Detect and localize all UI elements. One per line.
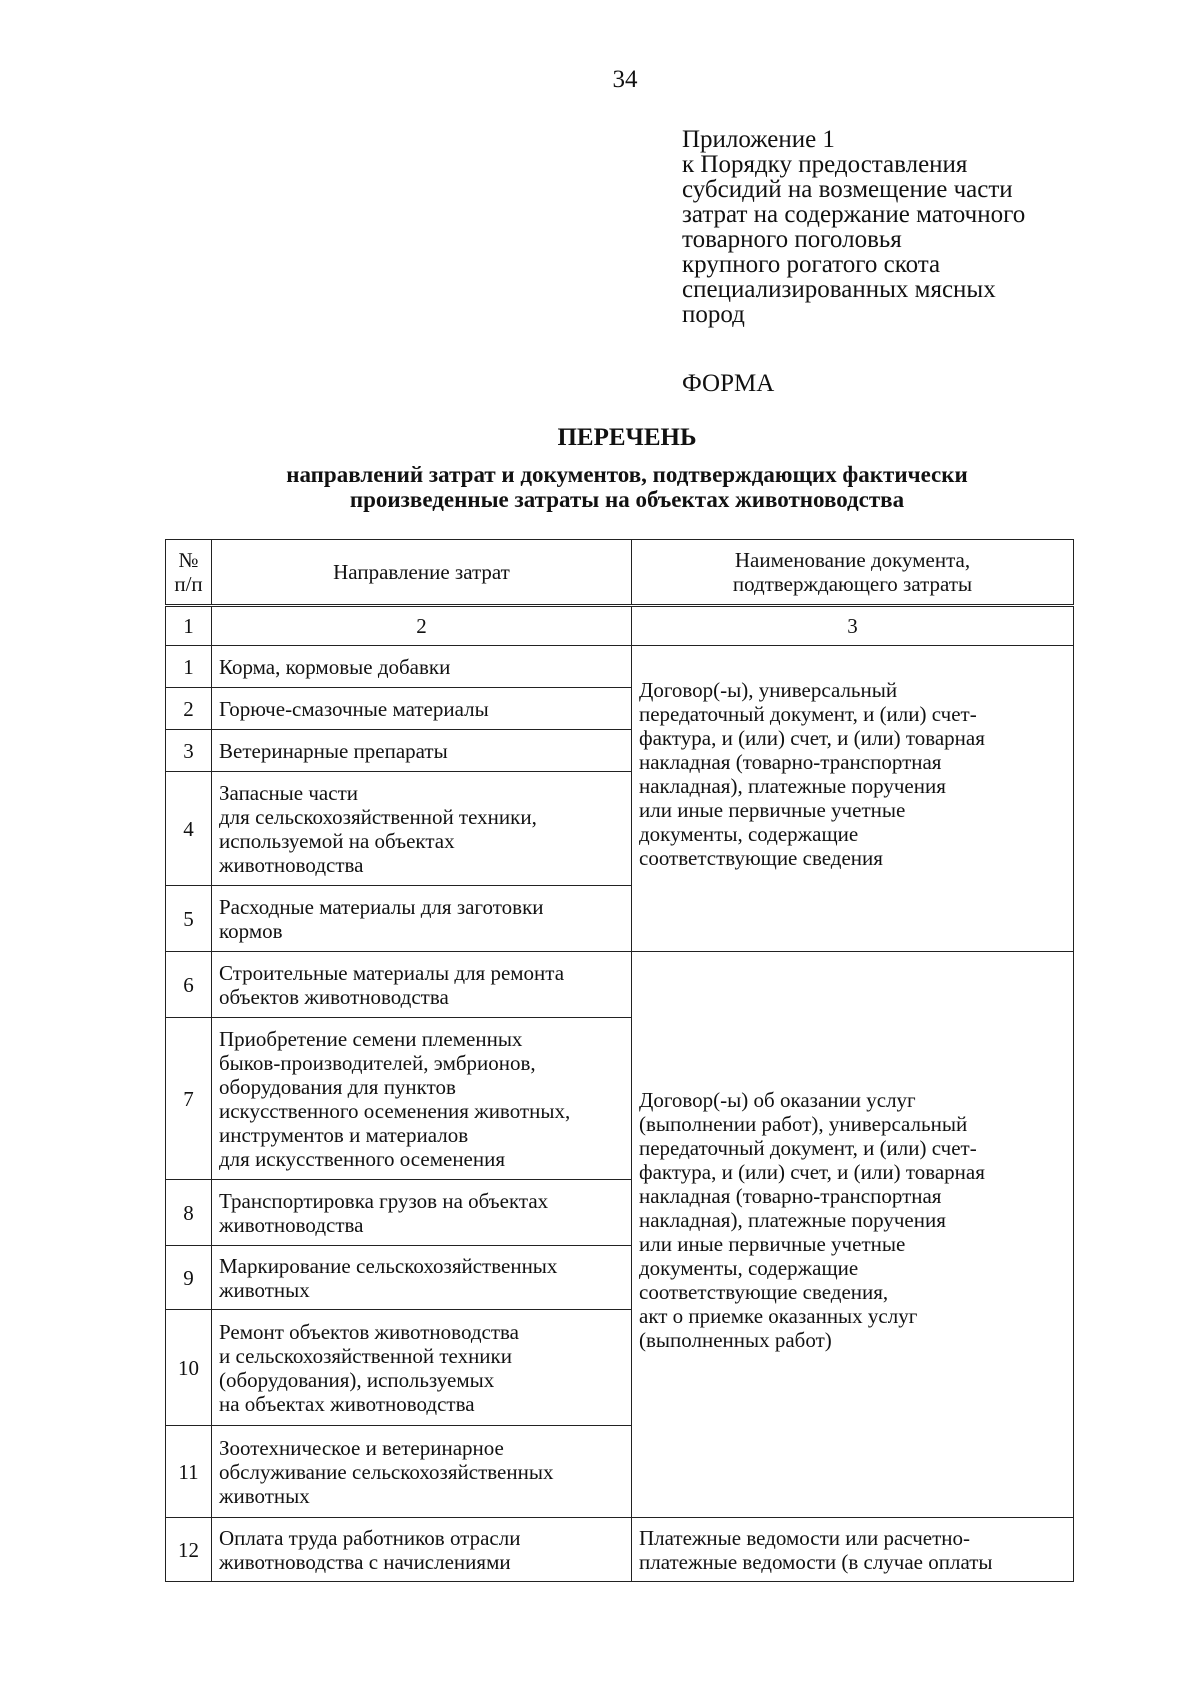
direction-line: Приобретение семени племенных bbox=[219, 1026, 523, 1051]
direction-line: (оборудования), используемых bbox=[219, 1367, 495, 1392]
direction-line: Транспортировка грузов на объектах bbox=[219, 1188, 549, 1213]
document-line: документы, содержащие bbox=[639, 821, 859, 846]
row-direction bbox=[212, 646, 632, 688]
row-direction bbox=[212, 952, 632, 1018]
column-number: 1 bbox=[166, 606, 212, 646]
row-number: 5 bbox=[166, 886, 212, 952]
row-direction bbox=[212, 688, 632, 730]
header-document-line: Наименование документа, bbox=[734, 548, 971, 572]
direction-line: Зоотехническое и ветеринарное bbox=[219, 1435, 504, 1460]
direction-line: искусственного осеменения животных, bbox=[219, 1098, 571, 1123]
document-line: Договор(-ы) об оказании услуг bbox=[639, 1087, 916, 1112]
document-line: Договор(-ы), универсальный bbox=[639, 677, 898, 702]
row-number: 9 bbox=[166, 1246, 212, 1310]
header-num-line: № bbox=[178, 548, 199, 572]
row-number: 2 bbox=[166, 688, 212, 730]
direction-line: Горюче-смазочные материалы bbox=[219, 696, 489, 721]
document-group-3 bbox=[632, 1518, 1074, 1582]
appendix-line: крупного рогатого скота bbox=[682, 251, 941, 278]
direction-line: на объектах животноводства bbox=[219, 1391, 475, 1416]
header-num-line: п/п bbox=[174, 572, 203, 596]
direction-line: обслуживание сельскохозяйственных bbox=[219, 1459, 554, 1484]
direction-line: Запасные части bbox=[219, 780, 358, 805]
direction-line: Ремонт объектов животноводства bbox=[219, 1319, 519, 1344]
document-line: (выполнении работ), универсальный bbox=[639, 1111, 968, 1136]
table-row bbox=[166, 952, 1074, 1018]
appendix-line: субсидий на возмещение части bbox=[682, 176, 1013, 203]
document-subtitle bbox=[0, 462, 1200, 512]
column-number: 2 bbox=[212, 606, 632, 646]
direction-line: Маркирование сельскохозяйственных bbox=[219, 1253, 558, 1278]
direction-line: Расходные материалы для заготовки bbox=[219, 894, 544, 919]
table-row bbox=[166, 1518, 1074, 1582]
row-number: 3 bbox=[166, 730, 212, 772]
row-direction bbox=[212, 1246, 632, 1310]
document-line: передаточный документ, и (или) счет- bbox=[639, 701, 977, 726]
document-line: или иные первичные учетные bbox=[639, 1231, 906, 1256]
direction-line: Корма, кормовые добавки bbox=[219, 654, 451, 679]
direction-line: Строительные материалы для ремонта bbox=[219, 960, 565, 985]
row-number: 6 bbox=[166, 952, 212, 1018]
document-line: (выполненных работ) bbox=[639, 1327, 832, 1352]
row-number: 7 bbox=[166, 1018, 212, 1180]
row-direction bbox=[212, 886, 632, 952]
direction-line: используемой на объектах bbox=[219, 828, 455, 853]
direction-line: оборудования для пунктов bbox=[219, 1074, 456, 1099]
appendix-line: к Порядку предоставления bbox=[682, 151, 968, 178]
direction-line: животных bbox=[219, 1277, 310, 1302]
document-title: ПЕРЕЧЕНЬ bbox=[557, 424, 697, 451]
direction-line: животноводства bbox=[219, 852, 364, 877]
document-line: Платежные ведомости или расчетно- bbox=[639, 1525, 970, 1550]
header-num bbox=[166, 540, 212, 606]
appendix-line: товарного поголовья bbox=[682, 226, 902, 253]
document-group-1 bbox=[632, 646, 1074, 952]
row-direction bbox=[212, 1180, 632, 1246]
document-line: фактура, и (или) счет, и (или) товарная bbox=[639, 1159, 985, 1184]
direction-line: Ветеринарные препараты bbox=[219, 738, 448, 763]
direction-line: Оплата труда работников отрасли bbox=[219, 1525, 521, 1550]
document-line: фактура, и (или) счет, и (или) товарная bbox=[639, 725, 985, 750]
header-direction: Направление затрат bbox=[212, 540, 632, 606]
header-document bbox=[632, 540, 1074, 606]
direction-line: объектов животноводства bbox=[219, 984, 449, 1009]
direction-line: инструментов и материалов bbox=[219, 1122, 469, 1147]
column-number: 3 bbox=[632, 606, 1074, 646]
subtitle-line: произведенные затраты на объектах животноводства bbox=[349, 487, 905, 512]
row-direction bbox=[212, 1518, 632, 1582]
direction-line: животноводства с начислениями bbox=[219, 1549, 511, 1574]
document-line: накладная (товарно-транспортная bbox=[639, 749, 942, 774]
direction-line: для искусственного осеменения bbox=[219, 1146, 506, 1171]
document-line: накладная), платежные поручения bbox=[639, 1207, 946, 1232]
appendix-line: пород bbox=[682, 301, 745, 328]
document-line: или иные первичные учетные bbox=[639, 797, 906, 822]
row-direction bbox=[212, 1310, 632, 1426]
row-number: 4 bbox=[166, 772, 212, 886]
document-line: акт о приемке оказанных услуг bbox=[639, 1303, 918, 1328]
document-line: накладная), платежные поручения bbox=[639, 773, 946, 798]
direction-line: для сельскохозяйственной техники, bbox=[219, 804, 537, 829]
direction-line: и сельскохозяйственной техники bbox=[219, 1343, 512, 1368]
column-number-row bbox=[166, 606, 1074, 646]
row-direction bbox=[212, 1426, 632, 1518]
header-document-line: подтверждающего затраты bbox=[732, 572, 973, 596]
row-direction bbox=[212, 772, 632, 886]
direction-line: кормов bbox=[219, 918, 283, 943]
appendix-line: Приложение 1 bbox=[682, 126, 835, 153]
table-header-row bbox=[166, 540, 1074, 606]
appendix-block bbox=[682, 127, 1102, 327]
document-line: соответствующие сведения bbox=[639, 845, 883, 870]
document-line: документы, содержащие bbox=[639, 1255, 859, 1280]
row-number: 8 bbox=[166, 1180, 212, 1246]
page-number: 34 bbox=[612, 66, 638, 93]
table-row bbox=[166, 646, 1074, 688]
document-line: платежные ведомости (в случае оплаты bbox=[639, 1549, 993, 1574]
row-direction bbox=[212, 1018, 632, 1180]
appendix-line: затрат на содержание маточного bbox=[682, 201, 1026, 228]
row-number: 1 bbox=[166, 646, 212, 688]
subtitle-line: направлений затрат и документов, подтверждающих фактически bbox=[286, 462, 968, 487]
row-number: 11 bbox=[166, 1426, 212, 1518]
row-direction bbox=[212, 730, 632, 772]
document-line: соответствующие сведения, bbox=[639, 1279, 889, 1304]
row-number: 12 bbox=[166, 1518, 212, 1582]
expenses-table bbox=[165, 539, 1074, 1582]
direction-line: животных bbox=[219, 1483, 310, 1508]
direction-line: животноводства bbox=[219, 1212, 364, 1237]
document-line: накладная (товарно-транспортная bbox=[639, 1183, 942, 1208]
direction-line: быков-производителей, эмбрионов, bbox=[219, 1050, 536, 1075]
document-line: передаточный документ, и (или) счет- bbox=[639, 1135, 977, 1160]
form-label: ФОРМА bbox=[682, 370, 775, 397]
row-number: 10 bbox=[166, 1310, 212, 1426]
document-group-2 bbox=[632, 952, 1074, 1518]
appendix-line: специализированных мясных bbox=[682, 276, 996, 303]
